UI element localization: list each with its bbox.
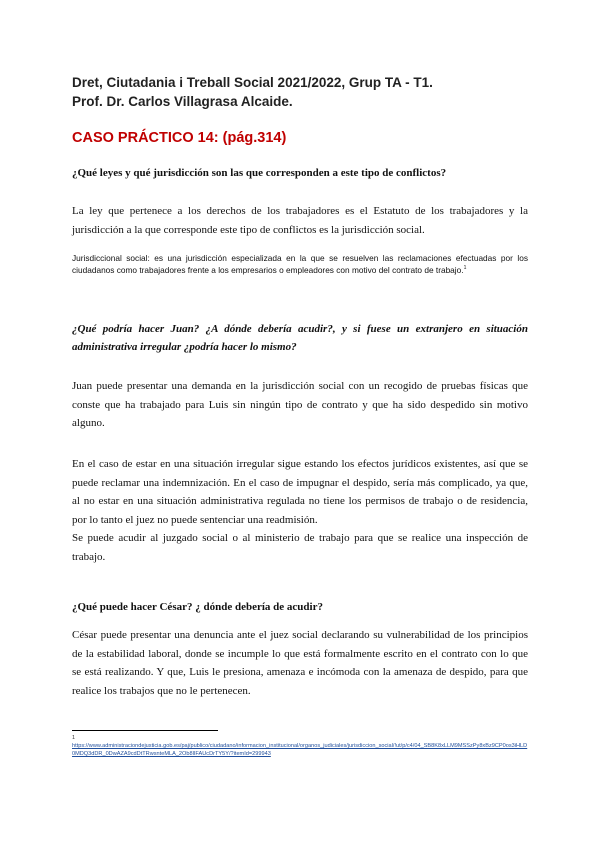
answer-3: César puede presentar una denuncia ante el juez social declarando su vulnerabilidad de los principios de la estabilidad laboral, donde se incumple lo que está formalmente escrito en el contrato con lo que se está realizando. Y que, Luis le presiona, amenaza e incómoda con la amenaza de despido, para que realice los trabajos que no le pertenecen. xyxy=(72,629,528,697)
question-1: ¿Qué leyes y qué jurisdicción son las que corresponden a este tipo de conflictos? xyxy=(72,167,447,179)
footnote-reference[interactable]: 1 xyxy=(463,265,467,272)
answer-2b: En el caso de estar en una situación irregular sigue estando los efectos jurídicos existentes, así que se puede reclamar una indemnización. En el caso de impugnar el despido, sería más complicado, ya que, al no estar en una situación administrativa regulada no tiene los permisos de trabajo o de residencia, por lo tanto el juez no puede sentenciar una readmisión. xyxy=(72,458,528,526)
answer-2-continued xyxy=(72,455,528,566)
footnote-divider xyxy=(72,730,218,731)
definition-paragraph xyxy=(72,252,528,277)
footnote-link[interactable]: https://www.administraciondejusticia.gob.es/paj/publico/ciudadano/informacion_institucional/organos_judiciales/jurisdiccion_social/!ut/p/c4/04_SB8K8xLLM9MSSzPy8xBz9CP0os3iHLD0MDQ3dDR_0DwAZA9cdDtTRwsnteMLA_2Ob8lIFAUcDrTY5Y/?itemId=299943 xyxy=(72,743,528,757)
course-title: Dret, Ciutadania i Treball Social 2021/2022, Grup TA - T1. xyxy=(72,75,433,90)
question-2: ¿Qué podría hacer Juan? ¿A dónde debería acudir?, y si fuese un extranjero en situación administrativa irregular ¿podría hacer lo mismo? xyxy=(72,323,528,353)
document-header xyxy=(72,73,528,111)
answer-2: Juan puede presentar una demanda en la jurisdicción social con un recogido de pruebas físicas que conste que ha trabajado para Luis sin ningún tipo de contrato y que ha sido despedido sin motivo alguno. xyxy=(72,380,528,429)
answer-2c: Se puede acudir al juzgado social o al ministerio de trabajo para que se realice una inspección de trabajo. xyxy=(72,532,528,563)
professor-name: Prof. Dr. Carlos Villagrasa Alcaide. xyxy=(72,94,293,109)
question-3: ¿Qué puede hacer César? ¿ dónde debería de acudir? xyxy=(72,601,323,613)
answer-1: La ley que pertenece a los derechos de los trabajadores es el Estatuto de los trabajadores y la jurisdicción a la que corresponde este tipo de conflictos es la jurisdicción social. xyxy=(72,205,528,236)
definition-text: Jurisdiccional social: es una jurisdicción especializada en la que se resuelven las reclamaciones efectuadas por los ciudadanos como trabajadores frente a los empresarios o empleadores con motivo del contrato de trabajo. xyxy=(72,253,528,276)
case-title: CASO PRÁCTICO 14: (pág.314) xyxy=(72,130,287,146)
footnote-number: 1 xyxy=(72,735,76,741)
